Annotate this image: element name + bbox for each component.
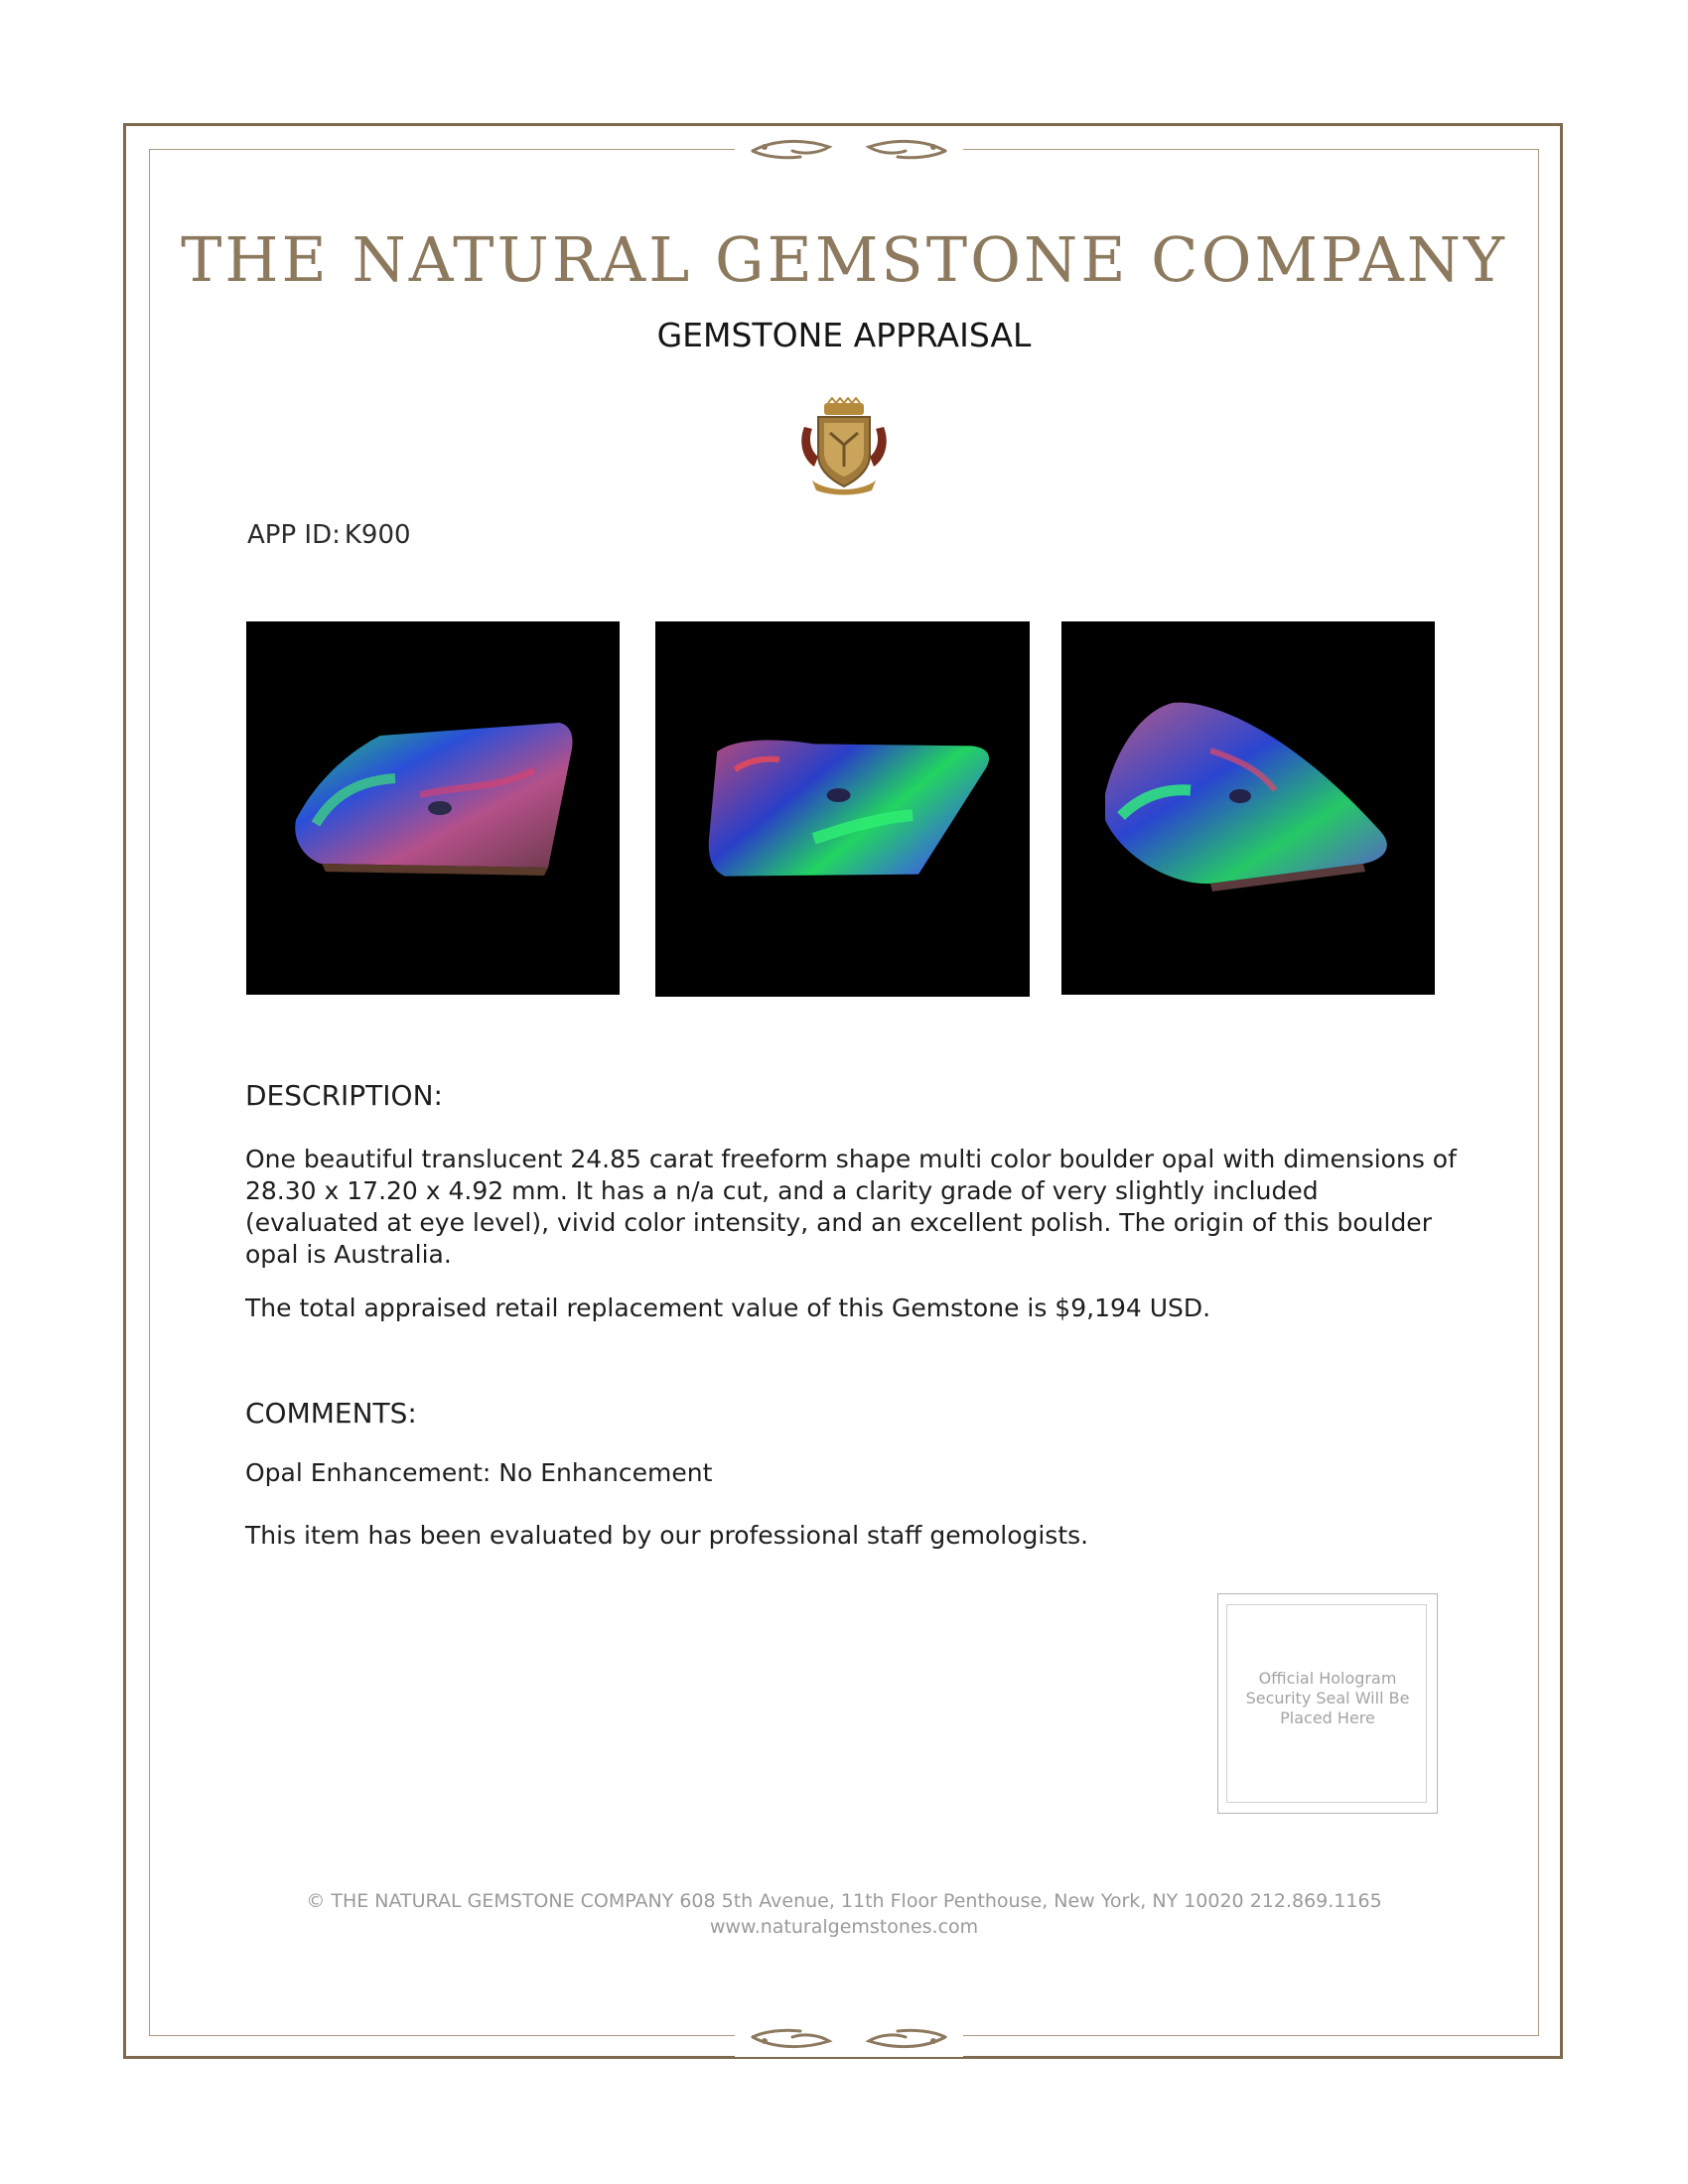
opal-photo-2 (655, 621, 1030, 997)
app-id-value: K900 (344, 520, 411, 550)
top-flourish-icon (735, 131, 963, 167)
evaluation-text: This item has been evaluated by our professional staff gemologists. (245, 1521, 1089, 1550)
footer-address: © THE NATURAL GEMSTONE COMPANY 608 5th Avenue, 11th Floor Penthouse, New York, NY 10020 212.869.1165 (306, 1890, 1382, 1912)
app-id-label: APP ID: (247, 520, 341, 550)
seal-text: Official Hologram Security Seal Will Be Placed Here (1245, 1669, 1410, 1727)
comments-heading: COMMENTS: (245, 1397, 417, 1430)
company-name: THE NATURAL GEMSTONE COMPANY (181, 223, 1507, 296)
opal-photo-1 (246, 621, 620, 995)
hologram-seal-placeholder (1217, 1593, 1438, 1814)
bottom-flourish-icon (735, 2021, 963, 2057)
footer-website[interactable]: www.naturalgemstones.com (709, 1916, 979, 1938)
opal-photo-3 (1061, 621, 1435, 995)
enhancement-text: Opal Enhancement: No Enhancement (245, 1458, 713, 1487)
description-heading: DESCRIPTION: (245, 1079, 443, 1112)
crest-icon (794, 397, 894, 496)
app-id (247, 520, 411, 550)
appraised-value-text: The total appraised retail replacement value of this Gemstone is $9,194 USD. (245, 1294, 1211, 1322)
description-text: One beautiful translucent 24.85 carat freeform shape multi color boulder opal with dimensions of 28.30 x 17.20 x 4.92 mm. It has a n/a cut, and a clarity grade of very slightly included (evaluated at eye level), vivid color intensity, and an excellent polish. The origin of this boulder opal is Australia. (245, 1145, 1457, 1269)
document-title: GEMSTONE APPRAISAL (656, 316, 1032, 354)
